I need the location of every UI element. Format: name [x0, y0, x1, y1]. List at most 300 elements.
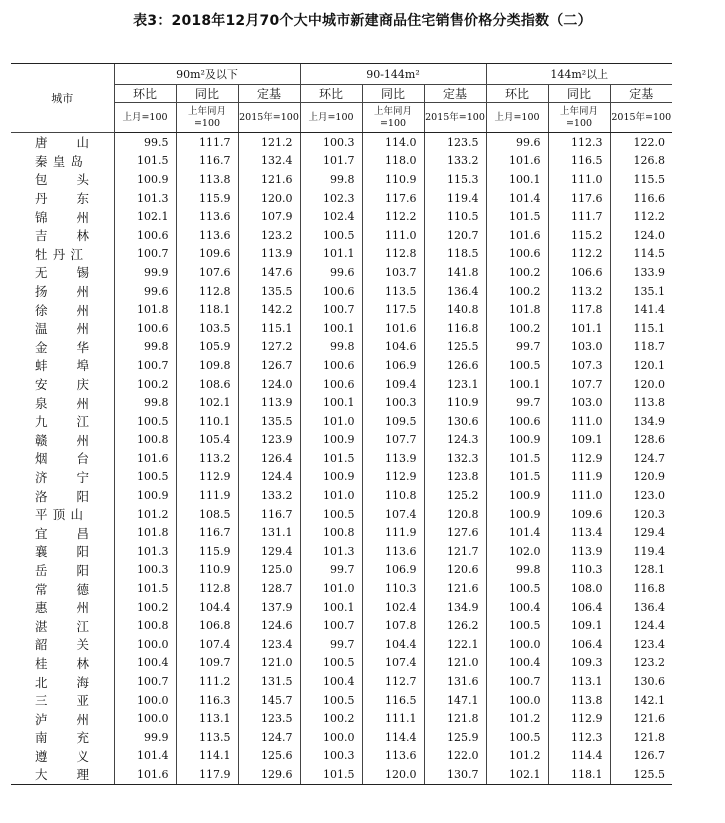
table-row: [11, 338, 672, 357]
index-value: 102.4: [300, 207, 362, 226]
index-value: 101.8: [486, 300, 548, 319]
index-value: 107.9: [238, 207, 300, 226]
table-row: [11, 598, 672, 617]
index-value: 100.7: [300, 300, 362, 319]
index-value: 112.9: [548, 709, 610, 728]
index-value: 117.9: [176, 765, 238, 784]
index-value: 116.8: [424, 319, 486, 338]
index-value: 109.4: [362, 375, 424, 394]
index-value: 113.8: [176, 170, 238, 189]
city-name: 无 锡: [35, 265, 89, 281]
index-value: 101.6: [362, 319, 424, 338]
index-value: 141.4: [610, 300, 672, 319]
index-value: 129.4: [610, 523, 672, 542]
index-value: 135.5: [238, 282, 300, 301]
city-name: 遵 义: [35, 748, 89, 764]
index-value: 113.4: [548, 523, 610, 542]
index-value: 100.3: [114, 561, 176, 580]
index-value: 128.6: [610, 431, 672, 450]
index-value: 113.6: [176, 226, 238, 245]
index-value: 111.0: [362, 226, 424, 245]
index-value: 101.5: [486, 468, 548, 487]
city-name: 牡 丹 江: [35, 246, 83, 262]
index-value: 112.7: [362, 672, 424, 691]
index-value: 99.7: [486, 393, 548, 412]
index-value: 102.1: [176, 393, 238, 412]
index-value: 113.6: [362, 542, 424, 561]
index-value: 102.4: [362, 598, 424, 617]
index-value: 116.7: [238, 505, 300, 524]
city-name: 泸 州: [35, 711, 89, 727]
table-row: [11, 170, 672, 189]
index-value: 116.5: [362, 691, 424, 710]
index-value: 115.3: [424, 170, 486, 189]
table-row: [11, 263, 672, 282]
index-value: 122.1: [424, 635, 486, 654]
table-row: [11, 319, 672, 338]
index-value: 110.1: [176, 412, 238, 431]
index-value: 135.5: [238, 412, 300, 431]
table-body: [11, 133, 672, 785]
index-value: 140.8: [424, 300, 486, 319]
index-value: 113.2: [548, 282, 610, 301]
index-value: 101.2: [486, 747, 548, 766]
index-value: 101.8: [114, 300, 176, 319]
index-value: 100.5: [300, 505, 362, 524]
city-name: 烟 台: [35, 451, 89, 467]
index-value: 102.3: [300, 189, 362, 208]
base-header: 上月=100: [300, 103, 362, 133]
index-value: 101.1: [300, 245, 362, 264]
index-value: 100.6: [300, 356, 362, 375]
index-value: 101.5: [486, 449, 548, 468]
index-value: 99.8: [114, 338, 176, 357]
group-header-medium: 90-144m²: [300, 64, 486, 85]
index-value: 100.2: [486, 319, 548, 338]
index-value: 106.8: [176, 616, 238, 635]
index-value: 110.5: [424, 207, 486, 226]
index-value: 104.6: [362, 338, 424, 357]
index-value: 109.8: [176, 356, 238, 375]
index-value: 100.4: [300, 672, 362, 691]
index-value: 113.2: [176, 449, 238, 468]
index-value: 147.1: [424, 691, 486, 710]
table-row: [11, 765, 672, 784]
table-row: [11, 449, 672, 468]
index-value: 107.4: [176, 635, 238, 654]
index-value: 100.5: [486, 616, 548, 635]
table-row: [11, 152, 672, 171]
table-row: [11, 505, 672, 524]
metric-header: 环比: [114, 85, 176, 103]
city-name: 南 充: [35, 730, 89, 746]
index-value: 109.5: [362, 412, 424, 431]
index-value: 100.6: [486, 245, 548, 264]
index-value: 112.9: [176, 468, 238, 487]
table-row: [11, 412, 672, 431]
index-value: 112.9: [548, 449, 610, 468]
index-value: 100.7: [114, 672, 176, 691]
index-value: 125.5: [610, 765, 672, 784]
index-value: 127.6: [424, 523, 486, 542]
city-name: 襄 阳: [35, 544, 89, 560]
index-value: 130.7: [424, 765, 486, 784]
index-value: 120.3: [610, 505, 672, 524]
index-value: 133.2: [424, 152, 486, 171]
index-value: 110.9: [424, 393, 486, 412]
index-value: 99.6: [300, 263, 362, 282]
index-value: 117.5: [362, 300, 424, 319]
index-value: 101.6: [486, 152, 548, 171]
metric-header: 同比: [548, 85, 610, 103]
index-value: 100.9: [486, 505, 548, 524]
index-value: 99.8: [300, 170, 362, 189]
index-value: 121.6: [610, 709, 672, 728]
table-row: [11, 207, 672, 226]
index-value: 104.4: [362, 635, 424, 654]
index-value: 123.5: [238, 709, 300, 728]
table-row: [11, 486, 672, 505]
city-name: 岳 阳: [35, 562, 89, 578]
table-row: [11, 282, 672, 301]
index-value: 121.0: [238, 654, 300, 673]
index-value: 130.6: [424, 412, 486, 431]
index-value: 100.5: [486, 728, 548, 747]
table-row: [11, 728, 672, 747]
base-header: 2015年=100: [424, 103, 486, 133]
city-name: 扬 州: [35, 284, 89, 300]
index-value: 113.6: [176, 207, 238, 226]
index-value: 100.8: [114, 431, 176, 450]
index-value: 116.6: [610, 189, 672, 208]
index-value: 102.0: [486, 542, 548, 561]
index-value: 100.2: [114, 375, 176, 394]
index-value: 114.5: [610, 245, 672, 264]
index-value: 101.7: [300, 152, 362, 171]
index-value: 100.5: [114, 412, 176, 431]
table-row: [11, 709, 672, 728]
index-value: 110.3: [362, 579, 424, 598]
index-value: 99.8: [114, 393, 176, 412]
index-value: 113.8: [548, 691, 610, 710]
index-value: 126.2: [424, 616, 486, 635]
table-row: [11, 691, 672, 710]
index-value: 100.1: [300, 598, 362, 617]
index-value: 100.2: [300, 709, 362, 728]
index-value: 101.4: [114, 747, 176, 766]
index-value: 117.8: [548, 300, 610, 319]
index-value: 126.7: [238, 356, 300, 375]
index-value: 116.7: [176, 152, 238, 171]
index-value: 123.1: [424, 375, 486, 394]
city-name: 包 头: [35, 172, 89, 188]
index-value: 100.0: [114, 691, 176, 710]
index-value: 113.8: [610, 393, 672, 412]
city-name: 赣 州: [35, 432, 89, 448]
index-value: 99.9: [114, 728, 176, 747]
index-value: 103.0: [548, 393, 610, 412]
index-value: 120.0: [362, 765, 424, 784]
city-name: 泉 州: [35, 395, 89, 411]
index-value: 101.0: [300, 486, 362, 505]
index-value: 100.4: [486, 654, 548, 673]
index-value: 100.0: [486, 691, 548, 710]
index-value: 100.8: [114, 616, 176, 635]
index-value: 114.4: [548, 747, 610, 766]
index-value: 100.1: [300, 319, 362, 338]
index-value: 141.8: [424, 263, 486, 282]
table-row: [11, 635, 672, 654]
index-value: 100.5: [114, 468, 176, 487]
index-value: 111.0: [548, 412, 610, 431]
index-value: 118.1: [176, 300, 238, 319]
index-value: 100.9: [114, 486, 176, 505]
index-value: 118.0: [362, 152, 424, 171]
city-name: 温 州: [35, 321, 89, 337]
index-value: 122.0: [424, 747, 486, 766]
index-value: 131.6: [424, 672, 486, 691]
index-value: 107.7: [548, 375, 610, 394]
index-value: 106.4: [548, 635, 610, 654]
index-value: 111.1: [362, 709, 424, 728]
index-value: 105.4: [176, 431, 238, 450]
index-value: 101.6: [114, 449, 176, 468]
index-value: 115.2: [548, 226, 610, 245]
index-value: 113.5: [362, 282, 424, 301]
index-value: 119.4: [610, 542, 672, 561]
index-value: 123.4: [238, 635, 300, 654]
index-value: 100.1: [486, 375, 548, 394]
city-name: 宜 昌: [35, 525, 89, 541]
index-value: 113.1: [548, 672, 610, 691]
index-value: 101.5: [114, 152, 176, 171]
index-value: 115.9: [176, 189, 238, 208]
index-value: 103.7: [362, 263, 424, 282]
index-value: 115.5: [610, 170, 672, 189]
index-value: 107.7: [362, 431, 424, 450]
index-value: 110.3: [548, 561, 610, 580]
index-value: 106.6: [548, 263, 610, 282]
group-header-small: 90m²及以下: [114, 64, 300, 85]
metric-header: 定基: [238, 85, 300, 103]
index-value: 107.3: [548, 356, 610, 375]
table-row: [11, 561, 672, 580]
index-value: 113.9: [238, 393, 300, 412]
table-row: [11, 356, 672, 375]
index-value: 120.0: [610, 375, 672, 394]
index-value: 100.3: [300, 133, 362, 152]
index-value: 99.5: [114, 133, 176, 152]
index-value: 132.4: [238, 152, 300, 171]
city-name: 丹 东: [35, 191, 89, 207]
index-value: 126.4: [238, 449, 300, 468]
city-name: 三 亚: [35, 693, 89, 709]
index-value: 101.3: [114, 542, 176, 561]
index-value: 111.9: [176, 486, 238, 505]
metric-header: 环比: [300, 85, 362, 103]
index-value: 100.5: [300, 226, 362, 245]
index-value: 122.0: [610, 133, 672, 152]
index-value: 123.8: [424, 468, 486, 487]
city-name: 徐 州: [35, 302, 89, 318]
index-value: 117.6: [362, 189, 424, 208]
index-value: 111.0: [548, 170, 610, 189]
index-value: 125.5: [424, 338, 486, 357]
table-row: [11, 542, 672, 561]
city-name: 平 顶 山: [35, 507, 83, 523]
index-value: 115.1: [238, 319, 300, 338]
index-value: 115.1: [610, 319, 672, 338]
index-value: 100.3: [300, 747, 362, 766]
table-row: [11, 226, 672, 245]
index-value: 100.5: [486, 356, 548, 375]
index-value: 125.6: [238, 747, 300, 766]
index-value: 100.2: [114, 598, 176, 617]
index-value: 99.7: [300, 561, 362, 580]
city-name: 常 德: [35, 581, 89, 597]
metric-header: 同比: [176, 85, 238, 103]
index-value: 142.1: [610, 691, 672, 710]
index-value: 100.2: [486, 282, 548, 301]
index-value: 109.6: [548, 505, 610, 524]
city-name: 安 庆: [35, 377, 89, 393]
index-value: 128.7: [238, 579, 300, 598]
index-value: 142.2: [238, 300, 300, 319]
index-value: 100.0: [114, 635, 176, 654]
index-value: 124.6: [238, 616, 300, 635]
index-value: 126.6: [424, 356, 486, 375]
index-value: 108.0: [548, 579, 610, 598]
table-row: [11, 431, 672, 450]
city-name: 秦 皇 岛: [35, 153, 83, 169]
index-value: 123.2: [610, 654, 672, 673]
index-value: 125.2: [424, 486, 486, 505]
index-value: 121.0: [424, 654, 486, 673]
index-value: 99.7: [486, 338, 548, 357]
base-header: 上年同月=100: [548, 103, 610, 133]
index-value: 100.5: [486, 579, 548, 598]
index-value: 133.2: [238, 486, 300, 505]
index-value: 101.4: [486, 189, 548, 208]
index-value: 99.6: [486, 133, 548, 152]
index-value: 109.3: [548, 654, 610, 673]
index-value: 100.0: [486, 635, 548, 654]
index-value: 116.5: [548, 152, 610, 171]
index-value: 102.1: [486, 765, 548, 784]
index-value: 123.9: [238, 431, 300, 450]
table-row: [11, 672, 672, 691]
base-header: 上年同月=100: [176, 103, 238, 133]
index-value: 133.9: [610, 263, 672, 282]
base-header: 2015年=100: [238, 103, 300, 133]
index-value: 116.7: [176, 523, 238, 542]
index-value: 100.1: [486, 170, 548, 189]
index-value: 99.6: [114, 282, 176, 301]
index-value: 124.7: [610, 449, 672, 468]
index-value: 136.4: [610, 598, 672, 617]
table-row: [11, 300, 672, 319]
index-value: 110.8: [362, 486, 424, 505]
index-value: 116.3: [176, 691, 238, 710]
index-value: 123.0: [610, 486, 672, 505]
index-value: 112.3: [548, 133, 610, 152]
index-value: 100.6: [300, 375, 362, 394]
index-value: 129.4: [238, 542, 300, 561]
table-row: [11, 375, 672, 394]
index-value: 120.7: [424, 226, 486, 245]
index-value: 121.8: [610, 728, 672, 747]
base-header: 上年同月=100: [362, 103, 424, 133]
index-value: 100.7: [114, 245, 176, 264]
index-value: 120.1: [610, 356, 672, 375]
index-value: 113.5: [176, 728, 238, 747]
index-value: 110.9: [176, 561, 238, 580]
index-value: 126.8: [610, 152, 672, 171]
table-row: [11, 654, 672, 673]
index-value: 108.6: [176, 375, 238, 394]
index-value: 120.6: [424, 561, 486, 580]
metric-header: 同比: [362, 85, 424, 103]
index-value: 107.6: [176, 263, 238, 282]
index-value: 109.6: [176, 245, 238, 264]
city-name: 洛 阳: [35, 488, 89, 504]
table-row: [11, 133, 672, 152]
index-value: 100.6: [114, 226, 176, 245]
index-value: 100.6: [300, 282, 362, 301]
index-value: 113.9: [362, 449, 424, 468]
index-value: 101.6: [114, 765, 176, 784]
index-value: 123.4: [610, 635, 672, 654]
index-value: 100.7: [486, 672, 548, 691]
index-value: 101.8: [114, 523, 176, 542]
index-value: 116.8: [610, 579, 672, 598]
index-value: 101.2: [114, 505, 176, 524]
index-value: 112.9: [362, 468, 424, 487]
index-value: 101.0: [300, 412, 362, 431]
index-value: 112.8: [362, 245, 424, 264]
index-value: 111.9: [362, 523, 424, 542]
index-value: 100.0: [114, 709, 176, 728]
index-value: 112.8: [176, 579, 238, 598]
city-name: 吉 林: [35, 228, 89, 244]
index-value: 99.7: [300, 635, 362, 654]
table-row: [11, 523, 672, 542]
metric-header: 环比: [486, 85, 548, 103]
city-name: 韶 关: [35, 637, 89, 653]
table-row: [11, 189, 672, 208]
index-value: 100.4: [114, 654, 176, 673]
index-value: 99.8: [486, 561, 548, 580]
index-value: 99.9: [114, 263, 176, 282]
index-value: 120.9: [610, 468, 672, 487]
index-value: 127.2: [238, 338, 300, 357]
index-value: 134.9: [610, 412, 672, 431]
index-value: 113.6: [362, 747, 424, 766]
index-value: 112.8: [176, 282, 238, 301]
group-header-large: 144m²以上: [486, 64, 672, 85]
index-value: 106.9: [362, 561, 424, 580]
index-value: 115.9: [176, 542, 238, 561]
index-value: 111.9: [548, 468, 610, 487]
index-value: 100.9: [300, 468, 362, 487]
index-value: 118.7: [610, 338, 672, 357]
index-value: 106.4: [548, 598, 610, 617]
index-value: 125.0: [238, 561, 300, 580]
index-value: 105.9: [176, 338, 238, 357]
index-value: 100.6: [114, 319, 176, 338]
index-value: 100.0: [300, 728, 362, 747]
index-value: 124.7: [238, 728, 300, 747]
